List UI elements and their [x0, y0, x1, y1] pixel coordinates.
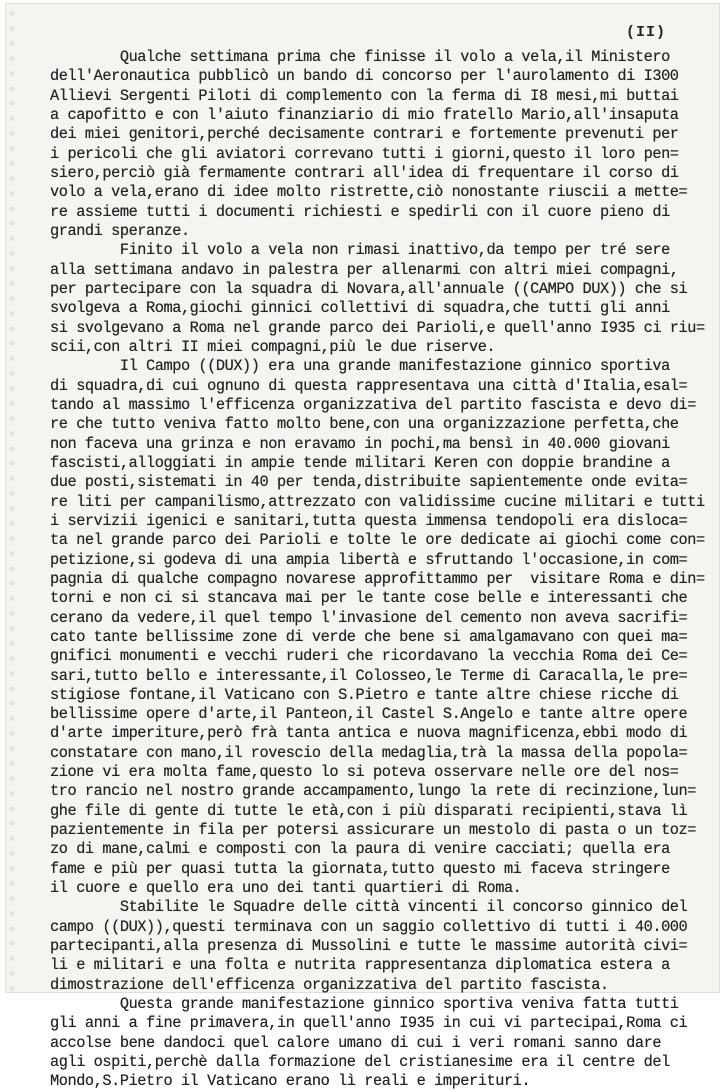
- text-line: alla settimana andavo in palestra per allenarmi con altri miei compagni,: [50, 260, 679, 279]
- text-line: agli ospiti,perchè dalla formazione del cristianesime era il centre del: [50, 1053, 670, 1072]
- text-line: petizione,si godeva di una ampia libertà e sfruttando l'occasione,in com=: [50, 550, 688, 569]
- text-line: si svolgevano a Roma nel grande parco dei Parioli,e quell'anno I935 ci riu=: [50, 318, 705, 337]
- text-line: per partecipare con la squadra di Novara,all'annuale ((CAMPO DUX)) che si: [50, 279, 688, 298]
- text-line: a capofitto e con l'aiuto finanziario di mio fratello Mario,all'insaputa: [50, 105, 679, 124]
- text-line: svolgeva a Roma,giochi ginnici collettivi di squadra,che tutti gli anni: [50, 299, 670, 318]
- binder-holes-strip: [6, 4, 16, 992]
- text-line: di squadra,di cui ognuno di questa rappresentava una città d'Italia,esal=: [50, 376, 688, 395]
- text-line: re che tutto veniva fatto molto bene,con una organizzazione perfetta,che: [50, 415, 679, 434]
- text-line: Allievi Sergenti Piloti di complemento con la ferma di I8 mesi,mi buttai: [50, 86, 679, 105]
- text-line: i servizii igenici e sanitari,tutta questa immensa tendopoli era disloca=: [50, 511, 688, 530]
- text-line: Finito il volo a vela non rimasi inattivo,da tempo per tré sere: [50, 241, 670, 260]
- page-number: (II): [626, 24, 667, 41]
- text-line: ta nel grande parco dei Parioli e tolte le ore dedicate ai giochi come con=: [50, 531, 705, 550]
- text-line: partecipanti,alla presenza di Mussolini e tutte le massime autorità civi=: [50, 937, 688, 956]
- text-line: sari,tutto bello e interessante,il Colosseo,le Terme di Caracalla,le pre=: [50, 666, 688, 685]
- text-line: grandi speranze.: [50, 221, 190, 240]
- text-line: bellissime opere d'arte,il Panteon,il Castel S.Angelo e tante altre opere: [50, 705, 688, 724]
- text-line: li e militari e una folta e nutrita rappresentanza diplomatica estera a: [50, 956, 670, 975]
- text-line: due posti,sistemati in 40 per tenda,distribuite sapientemente onde evita=: [50, 473, 688, 492]
- text-line: campo ((DUX)),questi terminava con un saggio collettivo di tutti i 40.000: [50, 917, 688, 936]
- text-line: ghe file di gente di tutte le età,con i più disparati recipienti,stava lì: [50, 801, 688, 820]
- text-line: accolse bene dandoci quel calore umano di cui i veri romani sanno dare: [50, 1033, 662, 1052]
- text-line: Questa grande manifestazione ginnico sportiva veniva fatta tutti: [50, 995, 679, 1014]
- text-line: fame e più per quasi tutta la giornata,tutto questo mi faceva stringere: [50, 859, 670, 878]
- text-line: torni e non ci si stancava mai per le tante cose belle e interessanti che: [50, 589, 688, 608]
- typewritten-page: [6, 4, 719, 1091]
- text-line: gnifici monumenti e vecchi ruderi che ricordavano la vecchia Roma dei Ce=: [50, 647, 688, 666]
- text-line: tro rancio nel nostro grande accampamento,lungo la rete di recinzione,lun=: [50, 782, 696, 801]
- text-line: constatare con mano,il rovescio della medaglia,trà la massa della popola=: [50, 743, 688, 762]
- text-line: gli anni a fine primavera,in quell'anno I935 in cui vi partecipai,Roma ci: [50, 1014, 688, 1033]
- text-line: re assieme tutti i documenti richiesti e spedirli con il cuore pieno di: [50, 202, 670, 221]
- text-line: d'arte imperiture,però frà tanta antica e nuova magnificenza,ebbi modo di: [50, 724, 688, 743]
- text-line: il cuore e quello era uno dei tanti quartieri di Roma.: [50, 879, 522, 898]
- text-line: Il Campo ((DUX)) era una grande manifestazione ginnico sportiva: [50, 357, 670, 376]
- body-text: [50, 48, 710, 1092]
- text-line: zione vi era molta fame,questo lo si poteva osservare nelle ore del nos=: [50, 763, 679, 782]
- text-line: re liti per campanilismo,attrezzato con validissime cucine militari e tutti: [50, 492, 705, 511]
- text-line: stigiose fontane,il Vaticano con S.Pietro e tante altre chiese ricche di: [50, 685, 679, 704]
- text-line: dell'Aeronautica pubblicò un bando di concorso per l'aurolamento di I300: [50, 67, 679, 86]
- text-line: pagnia di qualche compagno novarese approfittammo per visitare Roma e din=: [50, 569, 705, 588]
- text-line: cato tante bellissime zone di verde che bene si amalgamavano con quei ma=: [50, 627, 688, 646]
- text-line: non faceva una grinza e non eravamo in pochi,ma bensì in 40.000 giovani: [50, 434, 670, 453]
- text-line: volo a vela,erano di idee molto ristrette,ciò nonostante riuscii a mette=: [50, 183, 688, 202]
- text-line: siero,perciò già fermamente contrari all'idea di frequentare il corso di: [50, 163, 679, 182]
- text-line: tando al massimo l'efficenza organizzativa del partito fascista e devo di=: [50, 395, 696, 414]
- text-line: i pericoli che gli aviatori correvano tutti i giorni,questo il loro pen=: [50, 144, 679, 163]
- text-line: dei miei genitori,perché decisamente contrari e fortemente prevenuti per: [50, 125, 679, 144]
- text-line: scii,con altri II miei compagni,più le due riserve.: [50, 337, 496, 356]
- text-line: Stabilite le Squadre delle città vincenti il concorso ginnico del: [50, 898, 688, 917]
- text-line: cerano da vedere,il quel tempo l'invasione del cemento non aveva sacrifi=: [50, 608, 688, 627]
- text-line: dimostrazione dell'efficenza organizzativa del partito fascista.: [50, 975, 609, 994]
- text-line: Mondo,S.Pietro il Vaticano erano lì reali e imperituri.: [50, 1072, 531, 1091]
- text-line: zo di mane,calmi e composti con la paura di venire cacciati; quella era: [50, 840, 670, 859]
- text-line: Qualche settimana prima che finisse il volo a vela,il Ministero: [50, 48, 670, 66]
- text-line: fascisti,alloggiati in ampie tende militari Keren con doppie brandine a: [50, 453, 670, 472]
- text-line: pazientemente in fila per potersi assicurare un mestolo di pasta o un toz=: [50, 821, 696, 840]
